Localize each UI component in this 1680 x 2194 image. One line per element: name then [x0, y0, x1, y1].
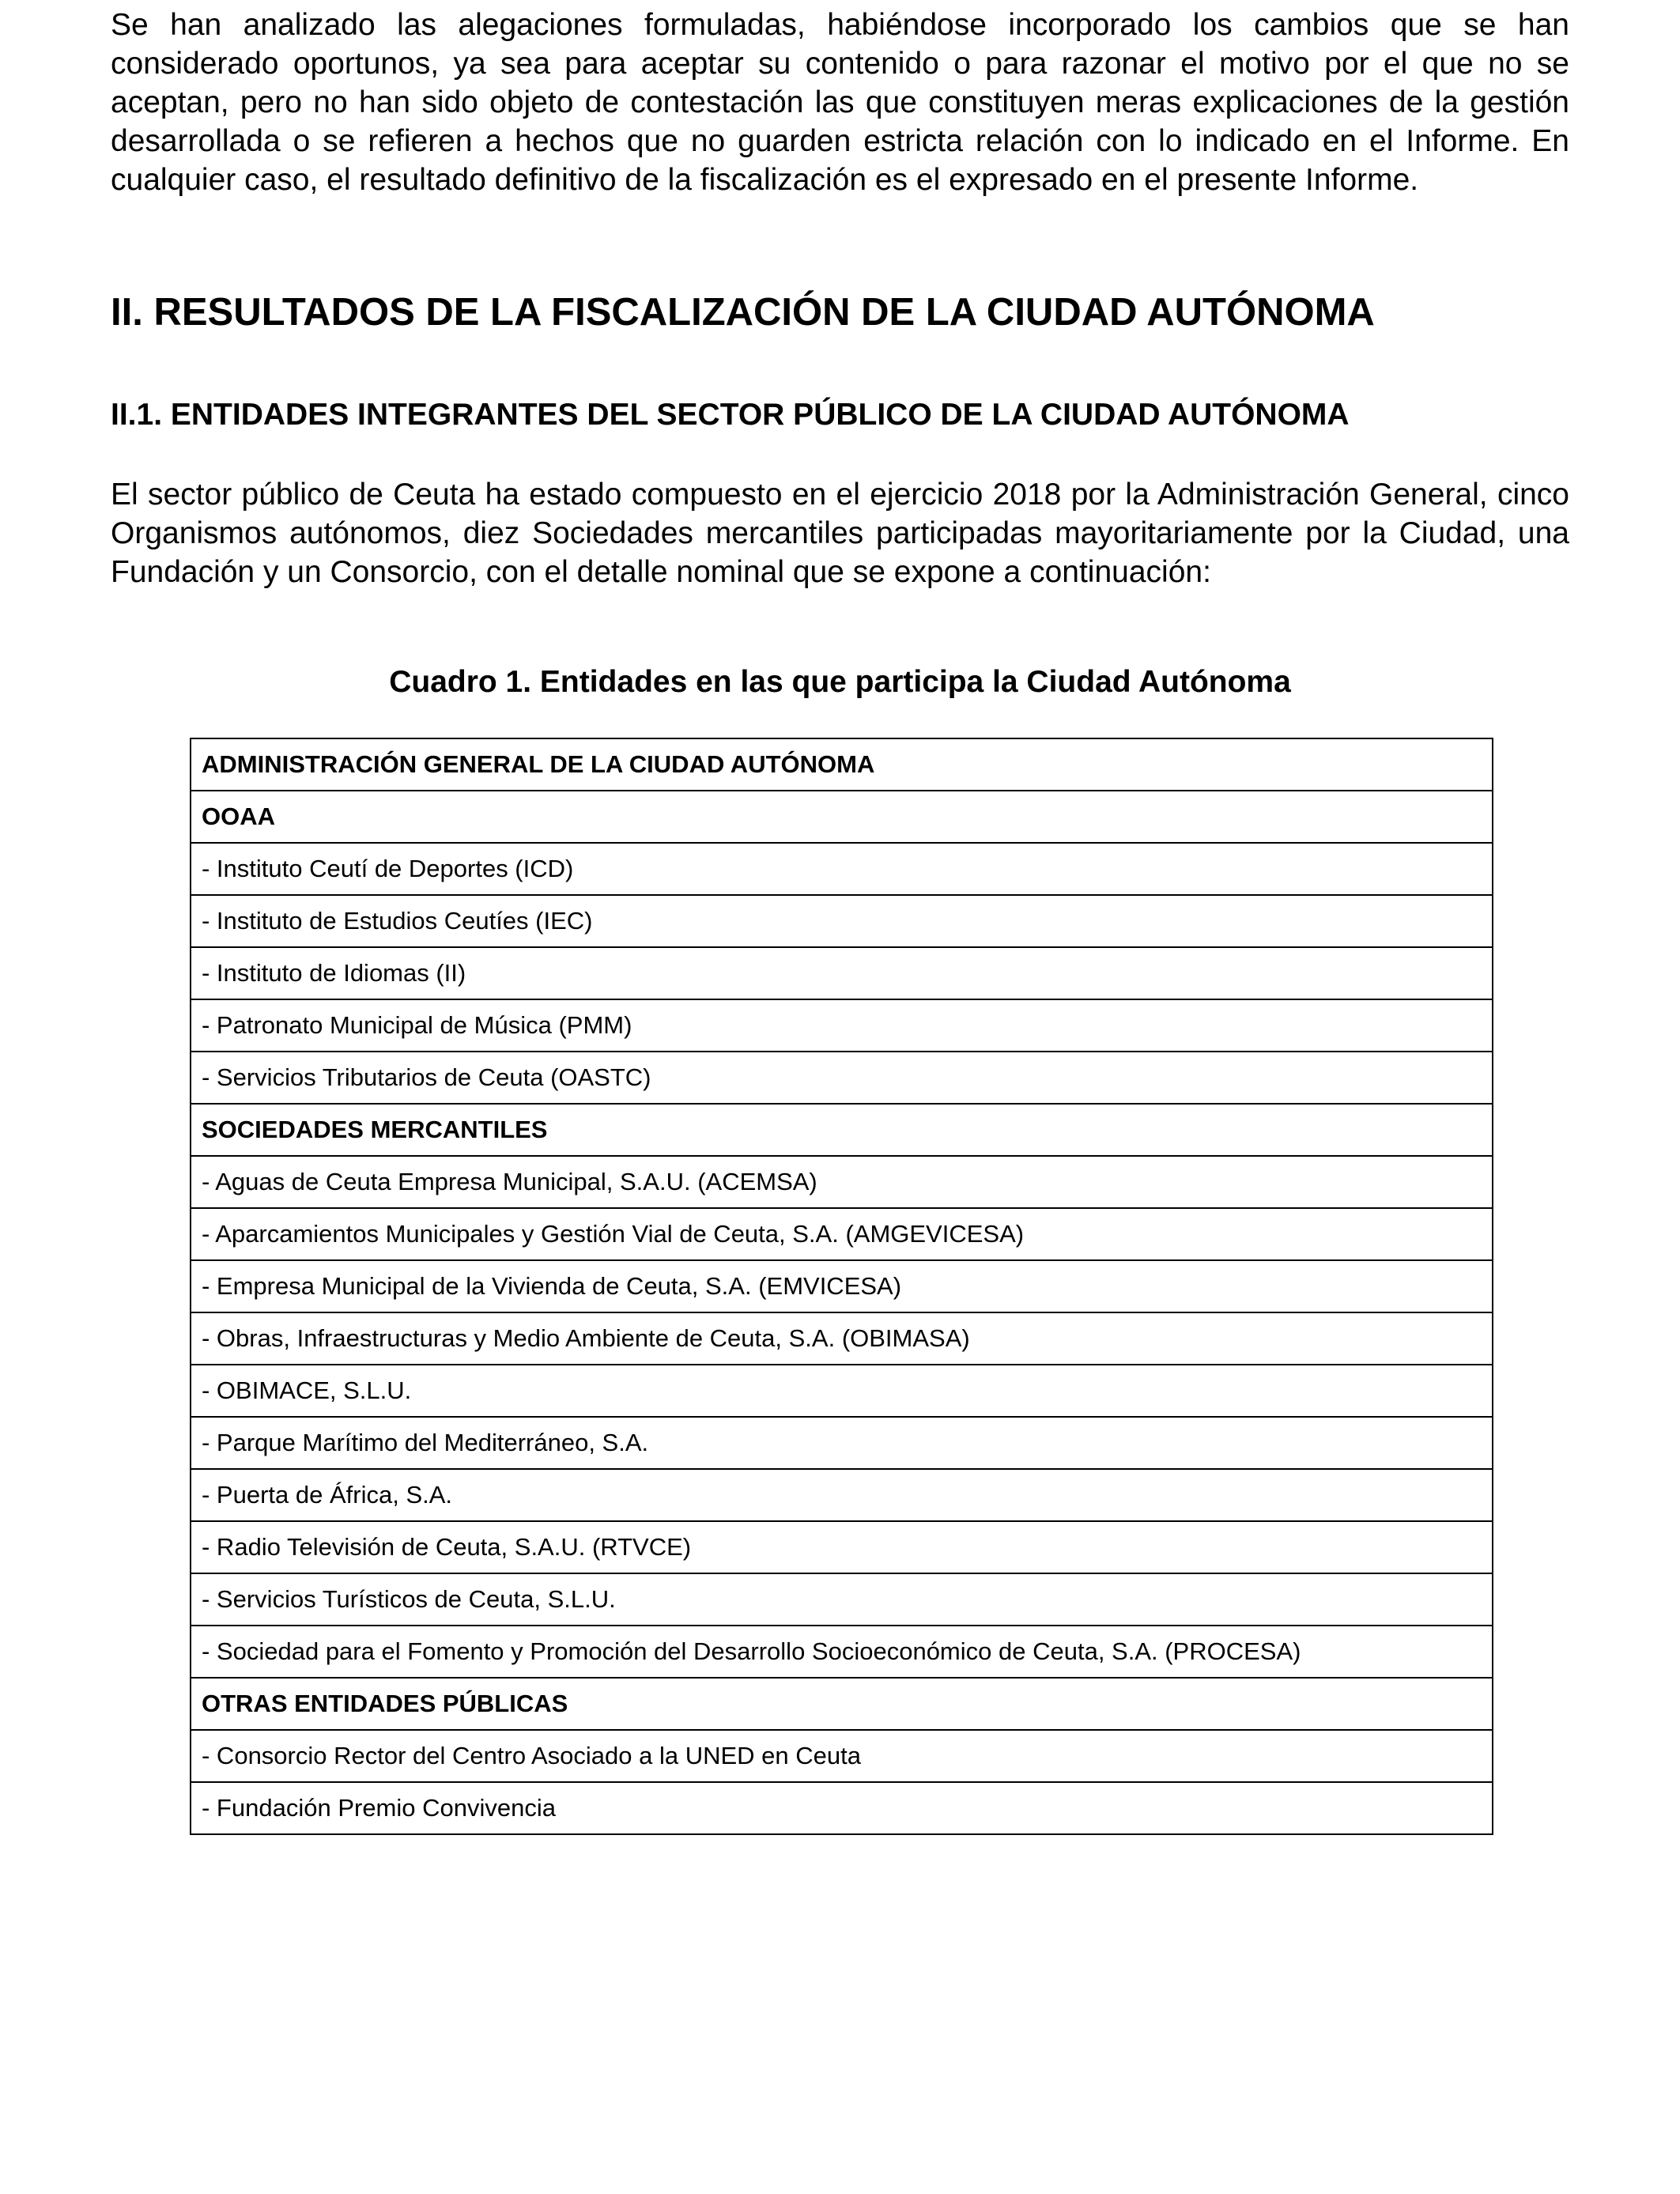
group-header-cell: ADMINISTRACIÓN GENERAL DE LA CIUDAD AUTÓNOMA [191, 738, 1493, 791]
entity-cell: - Servicios Tributarios de Ceuta (OASTC) [191, 1052, 1493, 1104]
entity-cell: - Aparcamientos Municipales y Gestión Vial de Ceuta, S.A. (AMGEVICESA) [191, 1208, 1493, 1260]
group-header-cell: OOAA [191, 791, 1493, 843]
entity-cell: - Instituto de Estudios Ceutíes (IEC) [191, 895, 1493, 947]
table-row [191, 1469, 1493, 1521]
table-row [191, 1208, 1493, 1260]
group-header-cell: OTRAS ENTIDADES PÚBLICAS [191, 1678, 1493, 1730]
entity-cell: - Consorcio Rector del Centro Asociado a la UNED en Ceuta [191, 1730, 1493, 1782]
entity-cell: - Puerta de África, S.A. [191, 1469, 1493, 1521]
table-row [191, 1417, 1493, 1469]
body-paragraph: El sector público de Ceuta ha estado compuesto en el ejercicio 2018 por la Administración General, cinco Organismos autónomos, diez Sociedades mercantiles participadas mayoritariamente por la Ciudad, una Fundación y un Consorcio, con el detalle nominal que se expone a continuación: [111, 478, 1569, 589]
entity-cell: - Servicios Turísticos de Ceuta, S.L.U. [191, 1573, 1493, 1626]
table-row [191, 1365, 1493, 1417]
table-group-row [191, 738, 1493, 791]
table-row [191, 1521, 1493, 1573]
entity-cell: - Instituto de Idiomas (II) [191, 947, 1493, 999]
entity-cell: - Fundación Premio Convivencia [191, 1782, 1493, 1834]
entity-cell: - Radio Televisión de Ceuta, S.A.U. (RTVCE) [191, 1521, 1493, 1573]
entity-cell: - Parque Marítimo del Mediterráneo, S.A. [191, 1417, 1493, 1469]
table-row [191, 999, 1493, 1052]
section-heading: II. RESULTADOS DE LA FISCALIZACIÓN DE LA CIUDAD AUTÓNOMA [111, 291, 1375, 334]
table-row [191, 1626, 1493, 1678]
entity-cell: - Empresa Municipal de la Vivienda de Ceuta, S.A. (EMVICESA) [191, 1260, 1493, 1312]
table-row [191, 1052, 1493, 1104]
entity-cell: - Instituto Ceutí de Deportes (ICD) [191, 843, 1493, 895]
entity-cell: - Patronato Municipal de Música (PMM) [191, 999, 1493, 1052]
table-row [191, 947, 1493, 999]
table-group-row [191, 791, 1493, 843]
entities-table-body [191, 738, 1493, 1834]
intro-paragraph: Se han analizado las alegaciones formuladas, habiéndose incorporado los cambios que se han considerado oportunos, ya sea para aceptar su contenido o para razonar el motivo por el que no se aceptan, pero no han sido objeto de contestación las que constituyen meras explicaciones de la gestión desarrollada o se refieren a hechos que no guarden estricta relación con lo indicado en el Informe. En cualquier caso, el resultado definitivo de la fiscalización es el expresado en el presente Informe. [111, 8, 1569, 197]
entity-cell: - OBIMACE, S.L.U. [191, 1365, 1493, 1417]
table-row [191, 895, 1493, 947]
entity-cell: - Aguas de Ceuta Empresa Municipal, S.A.U. (ACEMSA) [191, 1156, 1493, 1208]
table-row [191, 1312, 1493, 1365]
table-group-row [191, 1104, 1493, 1156]
table-row [191, 843, 1493, 895]
table-group-row [191, 1678, 1493, 1730]
table-row [191, 1260, 1493, 1312]
table-row [191, 1573, 1493, 1626]
table-caption: Cuadro 1. Entidades en las que participa la Ciudad Autónoma [389, 665, 1291, 699]
table-row [191, 1782, 1493, 1834]
table-row [191, 1156, 1493, 1208]
entity-cell: - Sociedad para el Fomento y Promoción del Desarrollo Socioeconómico de Ceuta, S.A. (PROCESA) [191, 1626, 1493, 1678]
subsection-heading: II.1. ENTIDADES INTEGRANTES DEL SECTOR PÚBLICO DE LA CIUDAD AUTÓNOMA [111, 398, 1350, 432]
group-header-cell: SOCIEDADES MERCANTILES [191, 1104, 1493, 1156]
entities-table [190, 738, 1493, 1835]
table-row [191, 1730, 1493, 1782]
entity-cell: - Obras, Infraestructuras y Medio Ambiente de Ceuta, S.A. (OBIMASA) [191, 1312, 1493, 1365]
